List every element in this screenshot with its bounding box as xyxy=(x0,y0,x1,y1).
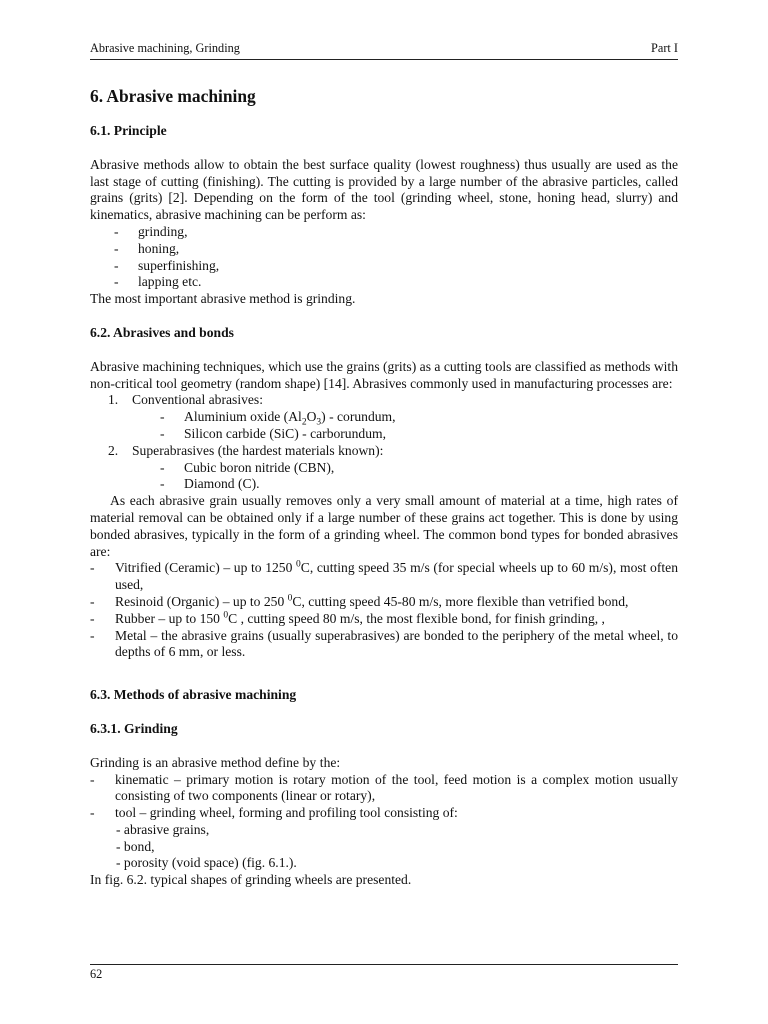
list-item: - abrasive grains, xyxy=(116,821,210,837)
footer-rule xyxy=(90,964,678,965)
principle-closing: The most important abrasive method is grinding. xyxy=(90,291,356,307)
section-heading-abrasives-bonds: 6.2. Abrasives and bonds xyxy=(90,324,234,340)
bond-item-rubber: - Rubber – up to 150 $^0$C , cutting speed 80 m/s, the most flexible bond, for finish grinding, , xyxy=(90,610,605,626)
list-item: - Diamond (C). xyxy=(160,476,260,492)
list-item: - porosity (void space) (fig. 6.1.). xyxy=(116,855,297,871)
running-header-part: Part I xyxy=(651,41,678,55)
bond-item-metal: - Metal – the abrasive grains (usually superabrasives) are bonded to the periphery of the metal wheel, to depths of 6 mm, or less. xyxy=(90,627,678,660)
bonded-abrasives-paragraph: As each abrasive grain usually removes only a very small amount of material at a time, high rates of material removal can be obtained only if a large number of these grains act together. This is done by using bonded abrasives, typically in the form of a grinding wheel. The common bond types for bonded abrasives are: xyxy=(90,493,678,559)
list-item: - honing, xyxy=(114,240,180,256)
list-item: - Silicon carbide (SiC) - carborundum, xyxy=(160,425,386,441)
list-item: - grinding, xyxy=(114,223,188,239)
running-header-title: Abrasive machining, Grinding xyxy=(90,41,240,55)
grinding-item-tool: - tool – grinding wheel, forming and profiling tool consisting of: xyxy=(90,805,458,821)
section-heading-principle: 6.1. Principle xyxy=(90,123,167,138)
grinding-item-kinematic: - kinematic – primary motion is rotary motion of the tool, feed motion is a complex motion usually consisting of two components (linear or rotary), xyxy=(90,771,678,804)
list-item: - superfinishing, xyxy=(114,257,220,273)
principle-paragraph: Abrasive methods allow to obtain the best surface quality (lowest roughness) thus usually are used as the last stage of cutting (finishing). The cutting is provided by a large number of the abrasive particles, called grains (grits) [2]. Depending on the form of the tool (grinding wheel, stone, honing head, slurry) and kinematics, abrasive machining can be perform as: xyxy=(90,156,678,223)
list-item: 1. Conventional abrasives: xyxy=(108,392,263,408)
chapter-title: 6. Abrasive machining xyxy=(90,86,256,106)
page-number: 62 xyxy=(90,967,103,981)
grinding-closing: In fig. 6.2. typical shapes of grinding wheels are presented. xyxy=(90,872,412,888)
grinding-intro: Grinding is an abrasive method define by the: xyxy=(90,754,341,770)
abrasive-methods-list xyxy=(90,224,678,291)
section-heading-methods: 6.3. Methods of abrasive machining xyxy=(90,687,297,703)
list-item: - bond, xyxy=(116,838,155,854)
subsection-heading-grinding: 6.3.1. Grinding xyxy=(90,720,178,736)
list-item: - Aluminium oxide $(Al_2O_3)$ - corundum, xyxy=(160,409,396,428)
bond-item-resinoid: - Resinoid (Organic) – up to 250 $^0$C, cutting speed 45-80 m/s, more flexible than vetrified bond, xyxy=(90,593,629,609)
list-item: - lapping etc. xyxy=(114,274,202,290)
list-item: - Cubic boron nitride (CBN), xyxy=(160,459,335,475)
page-body xyxy=(90,86,678,889)
bond-item-vitrified: - Vitrified (Ceramic) – up to 1250 $^0$C, cutting speed 35 m/s (for special wheels up to 60 m/s), most often used, xyxy=(90,559,678,593)
header-rule xyxy=(90,59,678,60)
abrasives-paragraph: Abrasive machining techniques, which use the grains (grits) as a cutting tools are classified as methods with non-critical tool geometry (random shape) [14]. Abrasives commonly used in manufacturing processes are: xyxy=(90,358,678,391)
list-item: 2. Superabrasives (the hardest materials known): xyxy=(108,442,384,458)
